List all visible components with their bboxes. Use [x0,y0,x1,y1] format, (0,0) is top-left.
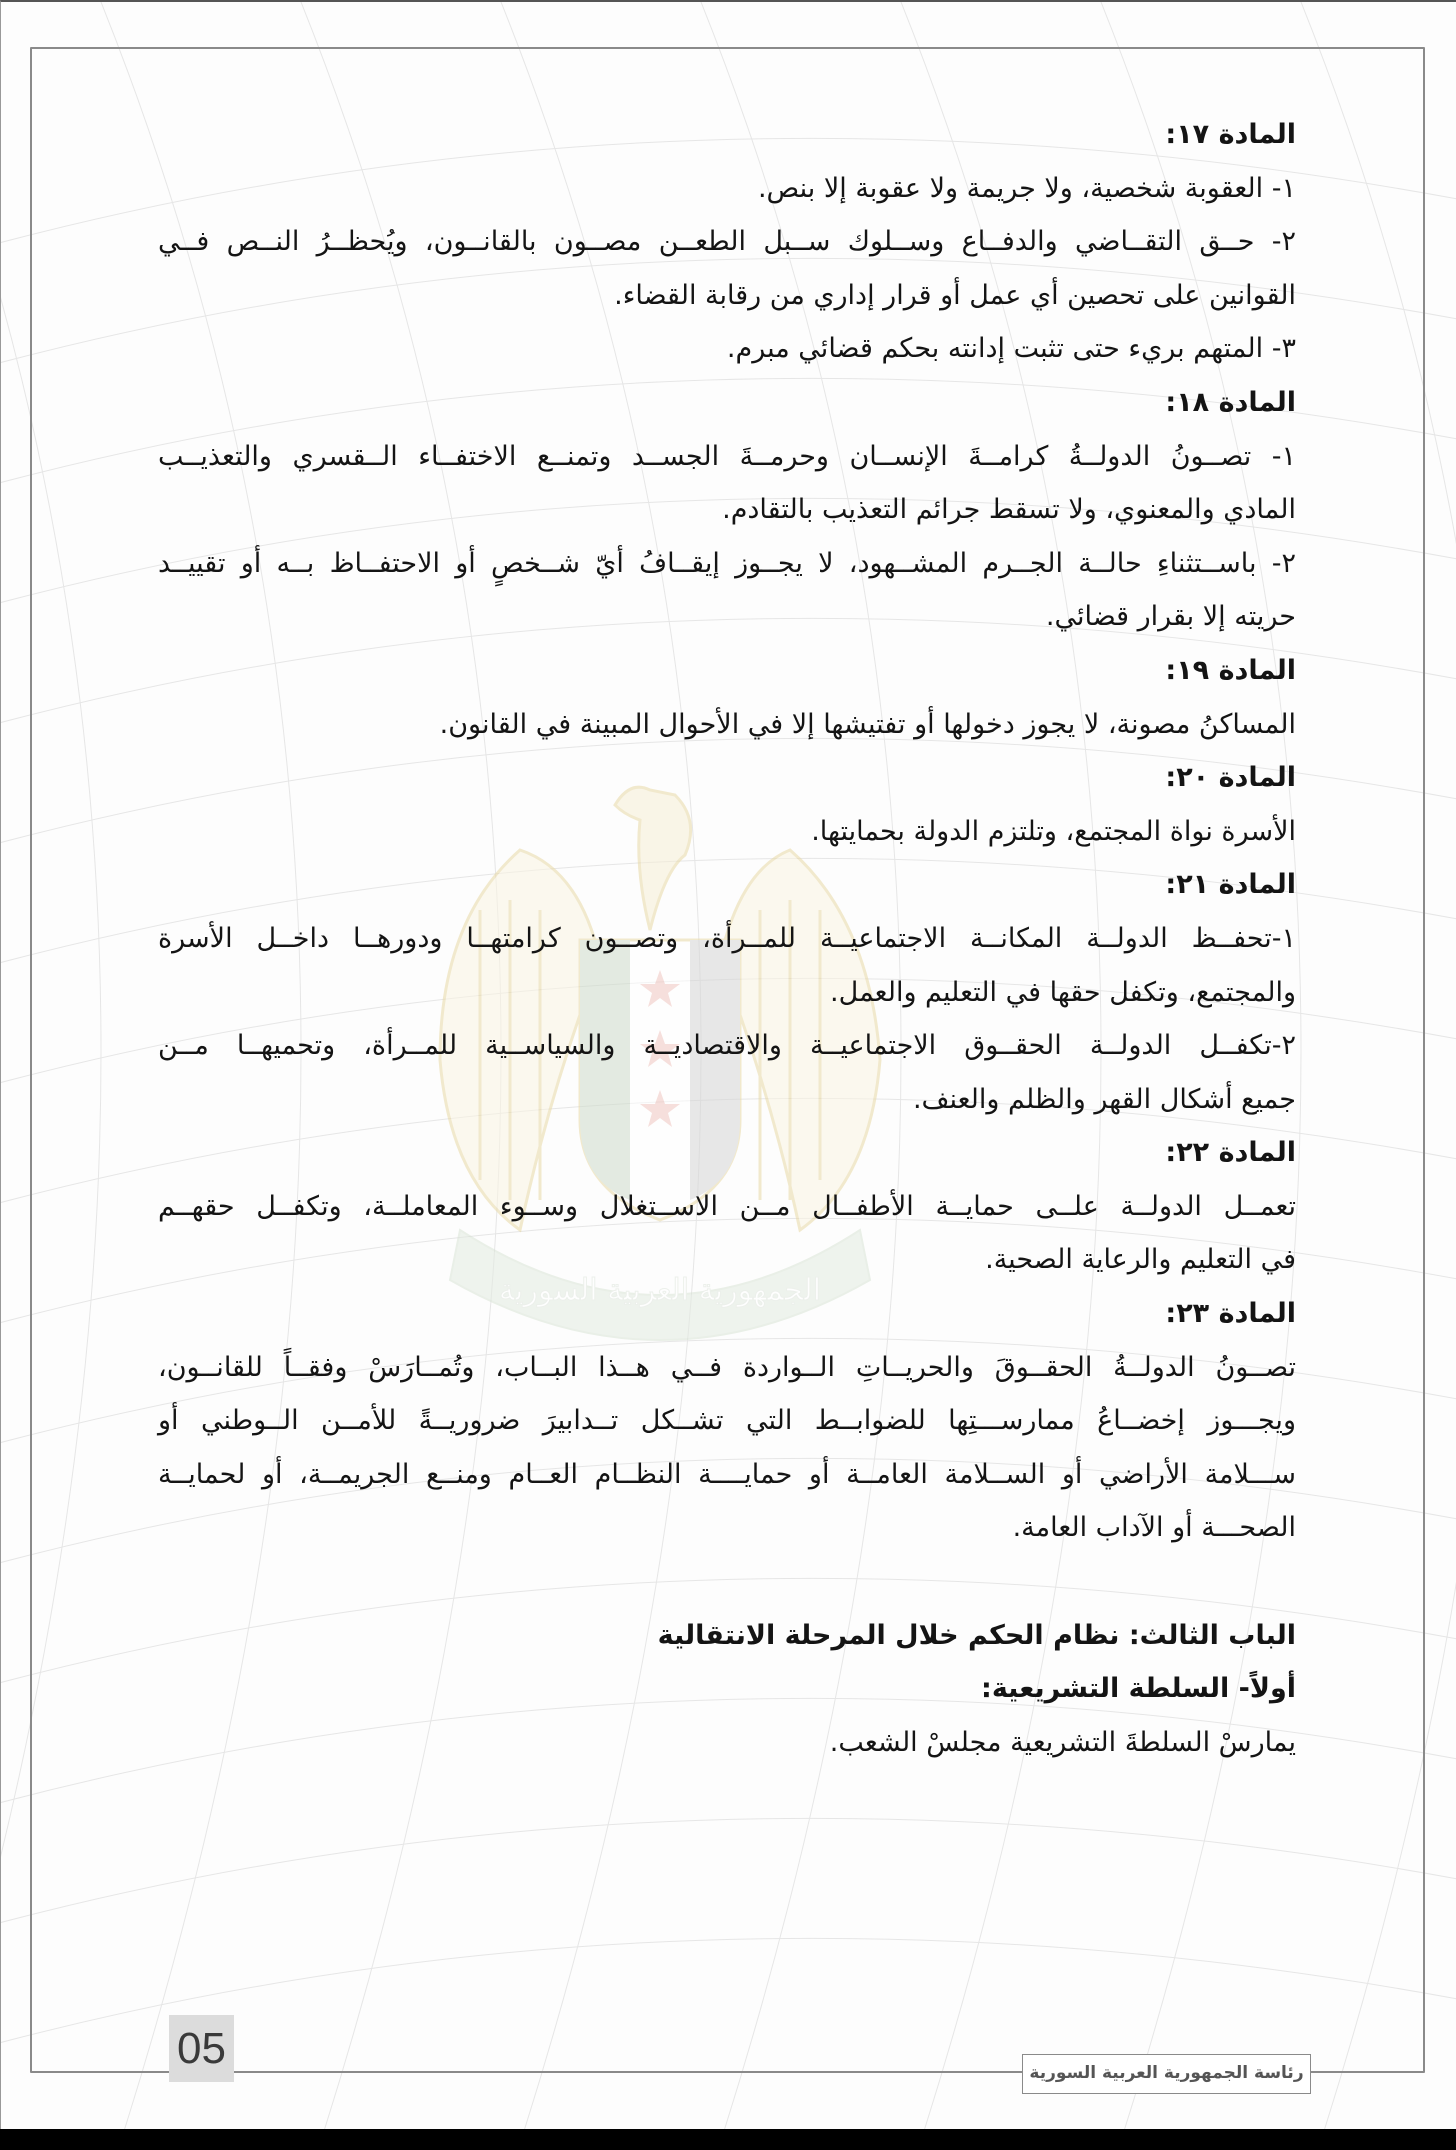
page-number: 05 [169,2015,234,2082]
article-19 [158,644,1296,751]
section-spacer [158,1555,1296,1609]
footer-presidency-label: رئاسة الجمهورية العربية السورية [1022,2054,1311,2094]
article-line: حريته إلا بقرار قضائي. [1045,601,1296,633]
article-heading: المادة ١٧: [1165,119,1296,150]
article-line: ١- العقوبة شخصية، ولا جريمة ولا عقوبة إلا بنص. [757,172,1296,204]
emblem-ribbon-text: الجمهورية العربية السورية [498,1273,822,1308]
article-20 [158,751,1296,858]
article-heading: المادة ١٨: [1165,386,1296,418]
article-line: المادي والمعنوي، ولا تسقط جرائم التعذيب بالتقادم. [722,494,1296,526]
article-line: المساكنُ مصونة، لا يجوز دخولها أو تفتيشها إلا في الأحوال المبينة في القانون. [439,708,1296,740]
article-line: ٢- حــق التقــاضي والدفــاع وســلوك ســبل الطعــن مصــون بالقانــون، ويُحظــرُ النــص فــي [158,226,1296,258]
article-line: تعمــل الدولــة علــى حمايــة الأطفــال مــن الاســتغلال وســوء المعاملــة، وتكفــل حقهــم [158,1190,1296,1222]
article-line: تصــونُ الدولــةُ الحقــوقَ والحريــاتِ الــواردة فــي هــذا البــاب، وتُمــارَسْ وفقــاً للقانــون، [158,1351,1296,1383]
article-line: جميع أشكال القهر والظلم والعنف. [912,1083,1296,1115]
article-22 [158,1126,1296,1287]
chapter-title: الباب الثالث: نظام الحكم خلال المرحلة الانتقالية [657,1619,1296,1651]
article-line: والمجتمع، وتكفل حقها في التعليم والعمل. [830,976,1296,1008]
section-heading: أولاً- السلطة التشريعية: [981,1673,1296,1705]
article-line: ســـلامة الأراضي أو الســلامة العامــة أو حمايــــة النظــام العــام ومنــع الجريمــة، أو لحمايــة [158,1458,1296,1490]
article-21 [158,858,1296,1126]
article-23 [158,1287,1296,1555]
article-heading: المادة ٢٣: [1165,1298,1296,1330]
article-heading: المادة ٢٢: [1165,1137,1296,1169]
article-line: ١- تصــونُ الدولــةُ كرامــةَ الإنســان وحرمــةَ الجســد وتمنــع الاختفــاء الــقسري والتعذيــب [158,440,1296,472]
article-heading: المادة ١٩: [1165,654,1296,686]
section-text: يمارسْ السلطةَ التشريعية مجلسْ الشعب. [829,1726,1296,1758]
article-line: الأسرة نواة المجتمع، وتلتزم الدولة بحمايتها. [811,815,1296,847]
article-18 [158,376,1296,644]
bottom-black-band [0,2129,1456,2150]
article-line: ٢-تكفــل الدولــة الحقــوق الاجتماعيــة والاقتصاديــة والسياســية للمــرأة، وتحميهــا مــن [158,1030,1296,1062]
article-line: القوانين على تحصين أي عمل أو قرار إداري من رقابة القضاء. [614,279,1296,311]
article-heading: المادة ٢١: [1165,869,1296,901]
article-17 [158,108,1296,376]
document-body [158,108,1296,1769]
article-line: ٣- المتهم بريء حتى تثبت إدانته بحكم قضائي مبرم. [726,333,1296,365]
chapter-three [158,1609,1296,1770]
article-line: ٢- باســتثناءِ حالــة الجــرم المشــهود، لا يجــوز إيقــافُ أيّ شــخصٍ أو الاحتفــاظ بــه أو تقييــد [158,547,1296,579]
article-line: الصحـــة أو الآداب العامة. [1012,1512,1296,1544]
article-heading: المادة ٢٠: [1165,762,1296,794]
article-line: ١-تحفــظ الدولــة المكانــة الاجتماعيــة للمــرأة، وتصــون كرامتهــا ودورهــا داخــل الأسرة [158,922,1296,954]
article-line: ويجـــوز إخضــاعُ ممارســـتِها للضوابــط التي تشــكل تــدابيرَ ضروريــةً للأمــن الــوطني أو [158,1405,1296,1437]
article-line: في التعليم والرعاية الصحية. [985,1244,1296,1276]
